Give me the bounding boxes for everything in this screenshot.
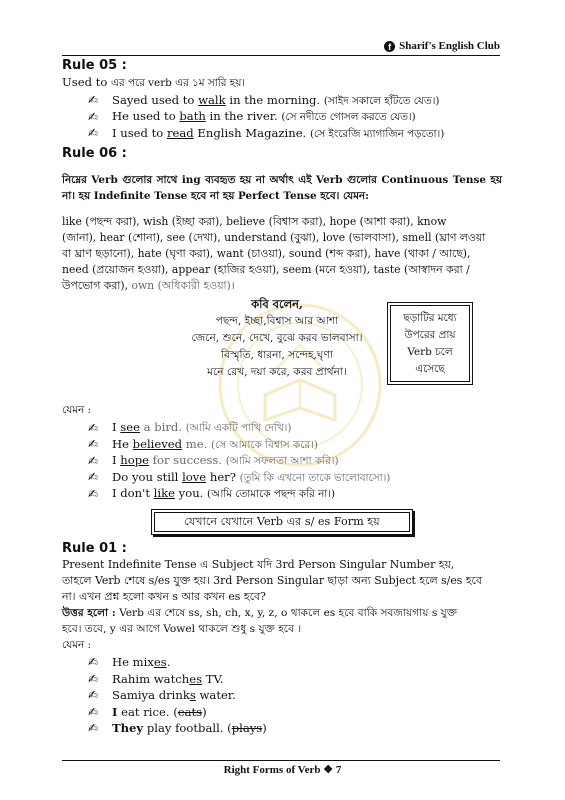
pen-hand-icon: ✍ [88,437,99,452]
rule01-examples [62,654,502,737]
pen-hand-icon: ✍ [88,420,99,435]
pen-hand-icon: ✍ [88,655,99,670]
page-footer: Right Forms of Verb ❖ 7 [223,764,342,776]
note-box: ছড়াটির মধ্যে উপরের প্রায় Verb চলে এসেছে [387,302,473,385]
list-item: ✍ They play football. (plays) [88,721,267,736]
page-header [62,40,500,56]
poem-area [62,296,502,402]
poem-line: জেনে, শুনে, দেখে, বুঝে করব ভালবাসা। [191,332,363,345]
rule06-statement: নিম্নের Verb গুলোর সাথে ing ব্যবহৃত হয় না অর্থাৎ এই Verb গুলোর Continuous Tense হয় না। হয় Indefinite Tense হবে না হয় Perfect Tense হবে। যেমন: [62,173,502,202]
list-item: ✍ Samiya drinks water. [88,688,236,703]
rule05-title: Rule 05 : [62,58,127,73]
rule01-answer: উত্তর হলো : Verb এর শেষে ss, sh, ch, x, y, z, o থাকলে es হবে বাকি সবজায়গায় s যুক্ত হবে। তবে, y এর আগে Vowel থাকলে শুধু s যুক্ত হবে । [62,606,458,635]
header-divider [62,55,500,56]
footer-divider [62,760,500,761]
brand-name: Sharif's English Club [399,40,500,52]
list-item: ✍ He mixes. [88,655,171,670]
rule01-title: Rule 01 : [62,540,127,556]
poem-line: মনে রেখ, দয়া করে, করব প্রার্থনা। [207,366,347,379]
poem-line: পছন্দ, ইচ্ছা,বিশ্বাস আর আশা [215,315,339,328]
list-item: ✍ I eat rice. (eats) [88,704,207,719]
list-item: ✍ I don't like you. (আমি তোমাকে পছন্দ করি না।) [88,486,336,501]
pen-hand-icon: ✍ [88,93,99,108]
pen-hand-icon: ✍ [88,671,99,686]
list-item: ✍ I used to read English Magazine. (সে ইংরেজি ম্যাগাজিন পড়তো।) [88,125,445,141]
pen-hand-icon: ✍ [88,704,99,719]
section-title: যেখানে যেখানে Verb এর s/ es Form হয় [154,512,410,532]
rule06-title: Rule 06 : [62,145,127,161]
poem [182,296,372,381]
rule06-example-label: যেমন : [62,404,91,417]
pen-hand-icon: ✍ [88,688,99,703]
pen-hand-icon: ✍ [88,109,99,124]
brand [384,40,500,52]
list-item: ✍ He believed me. (সে আমাকে বিশ্বাস করে।) [88,436,318,452]
pen-hand-icon: ✍ [88,721,99,736]
rule05-examples [62,92,502,142]
poem-title: কবি বলেন, [251,297,303,312]
section-title-box [151,509,413,535]
pen-hand-icon: ✍ [88,453,99,468]
pen-hand-icon: ✍ [88,486,99,501]
facebook-icon: f [384,41,395,52]
pen-hand-icon: ✍ [88,126,99,141]
pen-hand-icon: ✍ [88,470,99,485]
list-item: ✍ He used to bath in the river. (সে নদীতে গোসল করতে যেত।) [88,109,416,124]
rule06-examples [62,419,502,502]
poem-line: বিস্মৃতি, ধারনা, সন্দেহ,ঘৃণা [221,349,333,362]
list-item: ✍ Sayed used to walk in the morning. (সাইদ সকালে হাঁটতে যেত।) [88,92,440,108]
page-content [62,58,502,736]
rule01-body: Present Indefinite Tense এ Subject যদি 3rd Person Singular Number হয়, তাহলে Verb শেষে s/es যুক্ত হয়। 3rd Person Singular ছাড়া অন্য Subject হলে s/es হবে না। এখন প্রশ্ন হলো কখন s আর কখন es হবে? [62,557,482,603]
list-item: ✍ I see a bird. (আমি একটি পাখি দেখি।) [88,420,292,435]
list-item: ✍ Do you still love her? (তুমি কি এখনো তাকে ভালোবাসো।) [88,469,391,485]
list-item: ✍ Rahim watches TV. [88,671,224,686]
list-item: ✍ I hope for success. (আমি সফলতা আশা করি।) [88,453,339,468]
rule05-intro: Used to এর পরে verb এর ১ম সারি হয়। [62,75,246,89]
verb-list: like (পছন্দ করা), wish (ইচ্ছা করা), believe (বিশ্বাস করা), hope (আশা করা), know (জানা), hear (শোনা), see (দেখা), understand (বুঝা), love (ভালবাসা), smell (ঘ্রাণ লওয়া বা ঘ্রাণ ছড়ানো), hate (ঘৃণা করা), want (চাওয়া), sound (শব্দ করা), have (থাকা / আছে), need (প্রয়োজন হওয়া), appear (হাজির হওয়া), seem (মনে হওয়া), taste (আস্বাদন করা / উপভোগ করা), own (অধিকারী হওয়া)। [62,215,486,293]
rule01-example-label: যেমন : [62,638,91,651]
